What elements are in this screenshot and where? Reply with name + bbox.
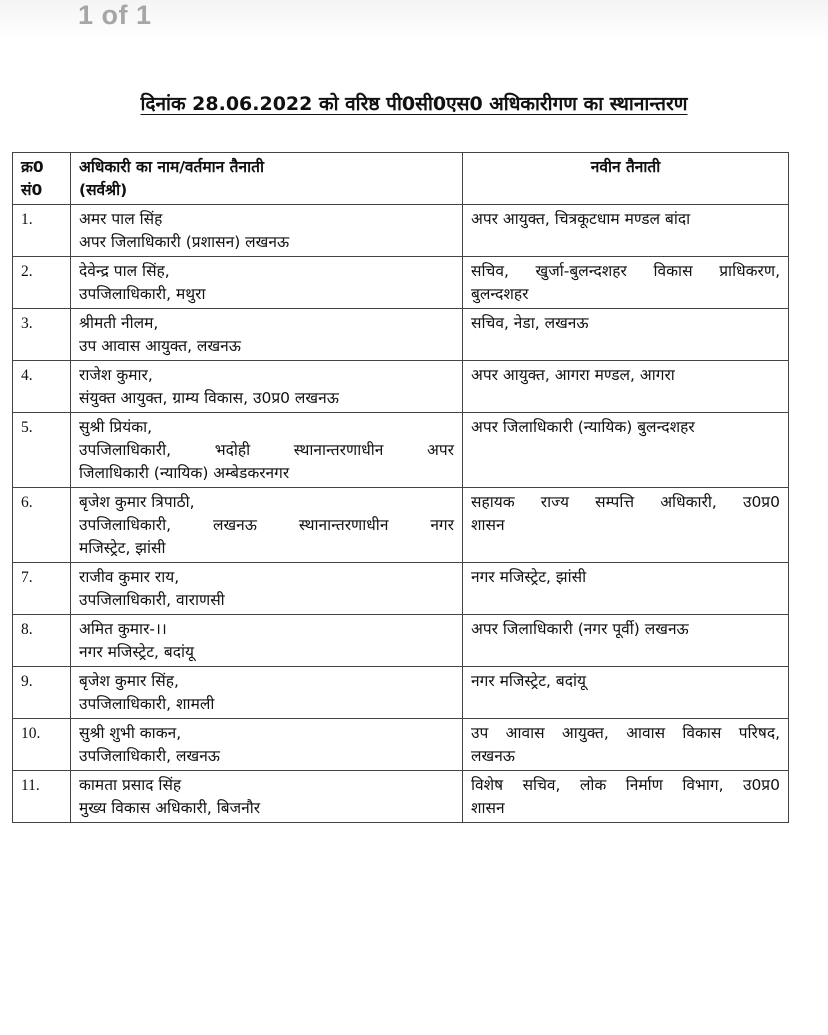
new-posting xyxy=(463,309,789,361)
new-posting-line: अपर जिलाधिकारी (नगर पूर्वी) लखनऊ xyxy=(471,620,689,638)
header-serial-line2: सं0 xyxy=(21,181,43,199)
table-row xyxy=(13,205,789,257)
officer-current-posting xyxy=(71,361,463,413)
serial-number: 2. xyxy=(13,257,71,309)
new-posting xyxy=(463,205,789,257)
header-serial-line1: क्र0 xyxy=(21,158,44,176)
current-posting-line: जिलाधिकारी (न्यायिक) अम्बेडकरनगर xyxy=(79,464,290,482)
header-officer-line1: अधिकारी का नाम/वर्तमान तैनाती xyxy=(79,158,264,176)
new-posting-line: अपर आयुक्त, चित्रकूटधाम मण्डल बांदा xyxy=(471,210,691,228)
officer-name: सुश्री प्रियंका, xyxy=(79,418,153,436)
current-posting-line: मुख्य विकास अधिकारी, बिजनौर xyxy=(79,799,261,817)
officer-name: अमित कुमार-।। xyxy=(79,620,167,638)
new-posting-line: बुलन्दशहर xyxy=(471,285,529,303)
serial-number: 1. xyxy=(13,205,71,257)
current-posting-line: उपजिलाधिकारी, भदोही स्थानान्तरणाधीन अपर xyxy=(79,441,454,459)
serial-number: 10. xyxy=(13,719,71,771)
current-posting-line: उपजिलाधिकारी, शामली xyxy=(79,695,215,713)
new-posting xyxy=(463,719,789,771)
table-row xyxy=(13,361,789,413)
officer-name: सुश्री शुभी काकन, xyxy=(79,724,182,742)
new-posting-line: शासन xyxy=(471,516,505,534)
officer-name: बृजेश कुमार त्रिपाठी, xyxy=(79,493,195,511)
officer-current-posting xyxy=(71,413,463,488)
table-row xyxy=(13,615,789,667)
table-header-row xyxy=(13,153,789,205)
new-posting-line: सहायक राज्य सम्पत्ति अधिकारी, उ0प्र0 xyxy=(471,493,780,511)
officer-current-posting xyxy=(71,719,463,771)
officer-current-posting xyxy=(71,771,463,823)
transfer-table xyxy=(12,152,789,823)
current-posting-line: संयुक्त आयुक्त, ग्राम्य विकास, उ0प्र0 लखनऊ xyxy=(79,389,339,407)
new-posting xyxy=(463,361,789,413)
officer-current-posting xyxy=(71,205,463,257)
header-serial xyxy=(13,153,71,205)
new-posting xyxy=(463,563,789,615)
current-posting-line: नगर मजिस्ट्रेट, बदांयू xyxy=(79,643,194,661)
new-posting xyxy=(463,488,789,563)
officer-name: बृजेश कुमार सिंह, xyxy=(79,672,179,690)
header-officer-line2: (सर्वश्री) xyxy=(79,181,128,199)
current-posting-line: उप आवास आयुक्त, लखनऊ xyxy=(79,337,241,355)
table-row xyxy=(13,667,789,719)
current-posting-line: उपजिलाधिकारी, लखनऊ xyxy=(79,747,220,765)
new-posting xyxy=(463,667,789,719)
header-officer xyxy=(71,153,463,205)
new-posting xyxy=(463,615,789,667)
serial-number: 8. xyxy=(13,615,71,667)
officer-current-posting xyxy=(71,257,463,309)
serial-number: 7. xyxy=(13,563,71,615)
serial-number: 9. xyxy=(13,667,71,719)
officer-current-posting xyxy=(71,667,463,719)
serial-number: 3. xyxy=(13,309,71,361)
officer-name: राजीव कुमार राय, xyxy=(79,568,180,586)
new-posting-line: लखनऊ xyxy=(471,747,515,765)
current-posting-line: उपजिलाधिकारी, वाराणसी xyxy=(79,591,225,609)
current-posting-line: उपजिलाधिकारी, लखनऊ स्थानान्तरणाधीन नगर xyxy=(79,516,454,534)
officer-name: अमर पाल सिंह xyxy=(79,210,163,228)
new-posting-line: उप आवास आयुक्त, आवास विकास परिषद, xyxy=(471,724,780,742)
table-row xyxy=(13,257,789,309)
current-posting-line: मजिस्ट्रेट, झांसी xyxy=(79,539,166,557)
officer-name: राजेश कुमार, xyxy=(79,366,153,384)
new-posting xyxy=(463,771,789,823)
serial-number: 11. xyxy=(13,771,71,823)
serial-number: 6. xyxy=(13,488,71,563)
new-posting-line: सचिव, खुर्जा-बुलन्दशहर विकास प्राधिकरण, xyxy=(471,262,780,280)
officer-name: श्रीमती नीलम, xyxy=(79,314,159,332)
officer-name: देवेन्द्र पाल सिंह, xyxy=(79,262,170,280)
table-row xyxy=(13,563,789,615)
new-posting-line: अपर जिलाधिकारी (न्यायिक) बुलन्दशहर xyxy=(471,418,695,436)
officer-name: कामता प्रसाद सिंह xyxy=(79,776,182,794)
officer-current-posting xyxy=(71,488,463,563)
current-posting-line: उपजिलाधिकारी, मथुरा xyxy=(79,285,206,303)
serial-number: 4. xyxy=(13,361,71,413)
officer-current-posting xyxy=(71,563,463,615)
new-posting-line: विशेष सचिव, लोक निर्माण विभाग, उ0प्र0 xyxy=(471,776,780,794)
table-row xyxy=(13,413,789,488)
header-new-posting: नवीन तैनाती xyxy=(463,153,789,205)
page-indicator: 1 of 1 xyxy=(78,0,152,30)
new-posting-line: नगर मजिस्ट्रेट, झांसी xyxy=(471,568,587,586)
table-row xyxy=(13,719,789,771)
table-row xyxy=(13,309,789,361)
new-posting-line: नगर मजिस्ट्रेट, बदांयू xyxy=(471,672,586,690)
new-posting-line: शासन xyxy=(471,799,505,817)
document-title: दिनांक 28.06.2022 को वरिष्ठ पी0सी0एस0 अधिकारीगण का स्थानान्तरण xyxy=(140,93,688,115)
table-row xyxy=(13,771,789,823)
table-body xyxy=(13,205,789,823)
table-row xyxy=(13,488,789,563)
current-posting-line: अपर जिलाधिकारी (प्रशासन) लखनऊ xyxy=(79,233,290,251)
serial-number: 5. xyxy=(13,413,71,488)
new-posting xyxy=(463,257,789,309)
new-posting-line: अपर आयुक्त, आगरा मण्डल, आगरा xyxy=(471,366,675,384)
new-posting xyxy=(463,413,789,488)
new-posting-line: सचिव, नेडा, लखनऊ xyxy=(471,314,589,332)
officer-current-posting xyxy=(71,309,463,361)
officer-current-posting xyxy=(71,615,463,667)
